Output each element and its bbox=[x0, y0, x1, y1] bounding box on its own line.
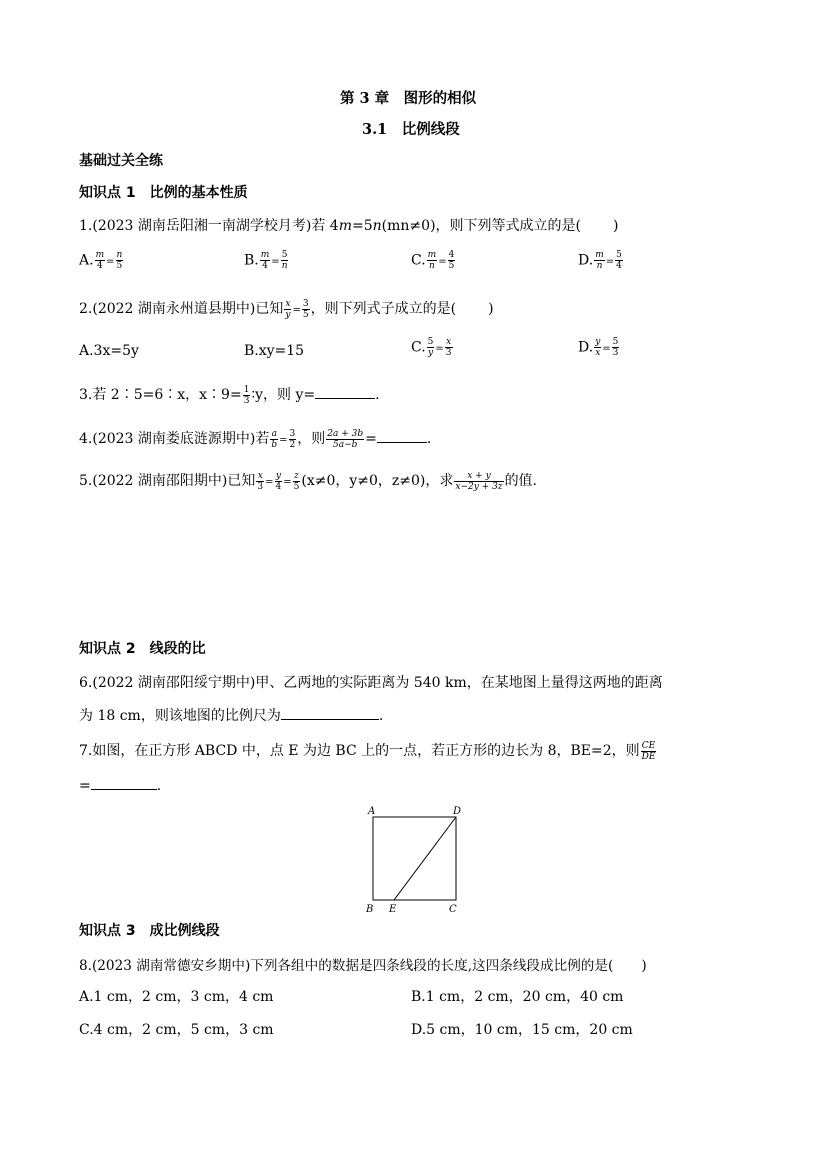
question-1 bbox=[79, 215, 618, 235]
q1-option-c bbox=[411, 250, 456, 271]
label-c: C bbox=[449, 904, 457, 915]
label-b: B bbox=[366, 904, 374, 915]
q5-cond: (x≠0，y≠0，z≠0)，求 bbox=[301, 473, 454, 489]
label-a: A bbox=[368, 806, 376, 817]
question-7-line2 bbox=[79, 777, 161, 794]
knowledge-point-1: 知识点 1 比例的基本性质 bbox=[79, 185, 248, 201]
fraction: $\frac{m}{n}$ bbox=[595, 250, 604, 271]
fraction: $\frac{2a + 3b}{5a-b}$ bbox=[327, 428, 364, 450]
option-label: A. bbox=[79, 252, 94, 269]
q8-option-b: B.1 cm，2 cm，20 cm，40 cm bbox=[411, 989, 624, 1005]
answer-blank[interactable] bbox=[377, 430, 427, 443]
q2-prefix: 2.(2022 湖南永州道县期中)已知 bbox=[79, 301, 284, 317]
q2-option-a: A.3x=5y bbox=[79, 343, 139, 359]
q6-end: . bbox=[378, 708, 384, 724]
question-3 bbox=[79, 384, 380, 406]
question-7-line1 bbox=[79, 740, 657, 762]
q1-end: ) bbox=[613, 218, 619, 234]
option-label: D. bbox=[578, 339, 594, 356]
fraction: $\frac{z}{5}$ bbox=[293, 470, 300, 492]
q4-prefix: 4.(2023 湖南娄底涟源期中)若 bbox=[79, 431, 270, 447]
fraction: $\frac{5}{4}$ bbox=[616, 250, 622, 271]
label-d: D bbox=[453, 806, 462, 817]
q1-cond: (mn≠0)，则下列等式成立的是( bbox=[381, 218, 581, 234]
q3-suffix: ∶y，则 y= bbox=[251, 387, 316, 403]
option-label: B. bbox=[244, 252, 259, 269]
q1-prefix: 1.(2023 湖南岳阳湘一南湖学校月考)若 4 bbox=[79, 218, 339, 234]
q8-option-a: A.1 cm，2 cm，3 cm，4 cm bbox=[79, 989, 274, 1005]
question-6-line2 bbox=[79, 705, 383, 725]
fraction: $\frac{n}{5}$ bbox=[116, 250, 123, 271]
q7-end: . bbox=[156, 778, 162, 794]
q2-option-b: B.xy=15 bbox=[244, 343, 305, 359]
q8-stem: 8.(2023 湖南常德安乡期中)下列各组中的数据是四条线段的长度,这四条线段成比例的是( bbox=[79, 958, 614, 974]
q7-text: 7.如图，在正方形 ABCD 中，点 E 为边 BC 上的一点，若正方形的边长为 8，BE=2，则 bbox=[79, 743, 640, 759]
answer-blank[interactable] bbox=[281, 707, 379, 720]
q5-end: 的值. bbox=[504, 473, 538, 489]
fraction: $\frac{x}{3}$ bbox=[445, 337, 452, 358]
fraction: $\frac{m}{n}$ bbox=[427, 250, 437, 271]
fraction: $\frac{x + y}{x-2y + 3z}$ bbox=[455, 470, 503, 492]
q3-prefix: 3.若 2∶5=6∶x，x∶9= bbox=[79, 387, 242, 403]
square-figure bbox=[360, 800, 470, 918]
square-abcd bbox=[373, 817, 456, 900]
fraction: $\frac{CE}{DE}$ bbox=[641, 740, 656, 762]
label-e: E bbox=[389, 904, 397, 915]
q1-mid: =5 bbox=[352, 218, 373, 234]
q7-eq: = bbox=[79, 778, 91, 794]
question-8 bbox=[79, 954, 647, 974]
q8-option-d: D.5 cm，10 cm，15 cm，20 cm bbox=[411, 1022, 633, 1038]
option-label: C. bbox=[411, 339, 426, 356]
fraction: $\frac{5}{n}$ bbox=[281, 250, 288, 271]
q2-suffix: ，则下列式子成立的是( bbox=[310, 301, 457, 317]
q1-option-d bbox=[578, 250, 624, 271]
question-4: 4.(2023 湖南娄底涟源期中)若 $\frac{a}{b}$ = $\frac{3}{2}$ ，则 $\frac{2a + 3b}{5a-b}$ = . bbox=[79, 428, 432, 450]
fraction: $\frac{m}{4}$ bbox=[95, 250, 105, 271]
segment-de bbox=[394, 817, 456, 900]
fraction: $\frac{y}{x}$ bbox=[595, 337, 601, 358]
q5-prefix: 5.(2022 湖南邵阳期中)已知 bbox=[79, 473, 256, 489]
q1-option-b bbox=[244, 250, 289, 271]
fraction: $\frac{3}{2}$ bbox=[289, 428, 296, 450]
option-label: D. bbox=[578, 252, 594, 269]
eq: = bbox=[605, 256, 615, 268]
fraction: $\frac{x}{3}$ bbox=[257, 470, 264, 492]
eq: = bbox=[438, 256, 447, 268]
practice-title: 基础过关全练 bbox=[79, 153, 163, 169]
fraction: $\frac{a}{b}$ bbox=[271, 428, 278, 450]
fraction: $\frac{5}{y}$ bbox=[427, 337, 434, 358]
knowledge-point-2: 知识点 2 线段的比 bbox=[79, 641, 206, 657]
option-label: C. bbox=[411, 252, 426, 269]
fraction: $\frac{1}{3}$ bbox=[243, 384, 250, 406]
section-title: 3.1 比例线段 bbox=[362, 121, 460, 138]
fraction: $\frac{5}{3}$ bbox=[612, 337, 619, 358]
fraction: $\frac{m}{4}$ bbox=[260, 250, 270, 271]
fraction: $\frac{4}{5}$ bbox=[448, 250, 455, 271]
q4-mid: ，则 bbox=[297, 431, 326, 447]
eq: = bbox=[106, 256, 115, 268]
q8-option-c: C.4 cm，2 cm，5 cm，3 cm bbox=[79, 1022, 274, 1038]
question-6-line1: 6.(2022 湖南邵阳绥宁期中)甲、乙两地的实际距离为 540 km，在某地图上量得这两地的距离 bbox=[79, 675, 663, 691]
fraction: $\frac{3}{5}$ bbox=[302, 298, 309, 320]
q3-end: . bbox=[375, 387, 380, 403]
answer-blank[interactable] bbox=[315, 386, 375, 399]
question-2: 2.(2022 湖南永州道县期中)已知 $\frac{x}{y}$ = $\frac{3}{5}$ ，则下列式子成立的是( ) bbox=[79, 298, 494, 320]
question-5: 5.(2022 湖南邵阳期中)已知 $\frac{x}{3}$ = $\frac{y}{4}$ = $\frac{z}{5}$ (x≠0，y≠0，z≠0)，求 $\frac{x + y}{x-2y + 3z}$ 的值. bbox=[79, 470, 538, 492]
q2-option-d: D. $\frac{y}{x}$ = $\frac{5}{3}$ bbox=[578, 337, 619, 358]
q1-var-n: n bbox=[372, 218, 382, 234]
fraction: $\frac{x}{y}$ bbox=[285, 298, 291, 320]
eq: = bbox=[271, 256, 280, 268]
q1-option-a bbox=[79, 250, 124, 271]
fraction: $\frac{y}{4}$ bbox=[275, 470, 282, 492]
q4-end: . bbox=[426, 431, 432, 447]
q4-suffix: = bbox=[365, 431, 377, 447]
q8-end: ) bbox=[641, 958, 647, 974]
q2-end: ) bbox=[488, 301, 494, 317]
q6-text: 为 18 cm，则该地图的比例尺为 bbox=[79, 708, 281, 724]
chapter-title: 第 3 章 图形的相似 bbox=[340, 90, 477, 107]
q1-var-m: m bbox=[338, 218, 352, 234]
q2-option-c: C. $\frac{5}{y}$ = $\frac{x}{3}$ bbox=[411, 337, 452, 358]
knowledge-point-3: 知识点 3 成比例线段 bbox=[79, 923, 220, 939]
answer-blank[interactable] bbox=[91, 777, 157, 790]
